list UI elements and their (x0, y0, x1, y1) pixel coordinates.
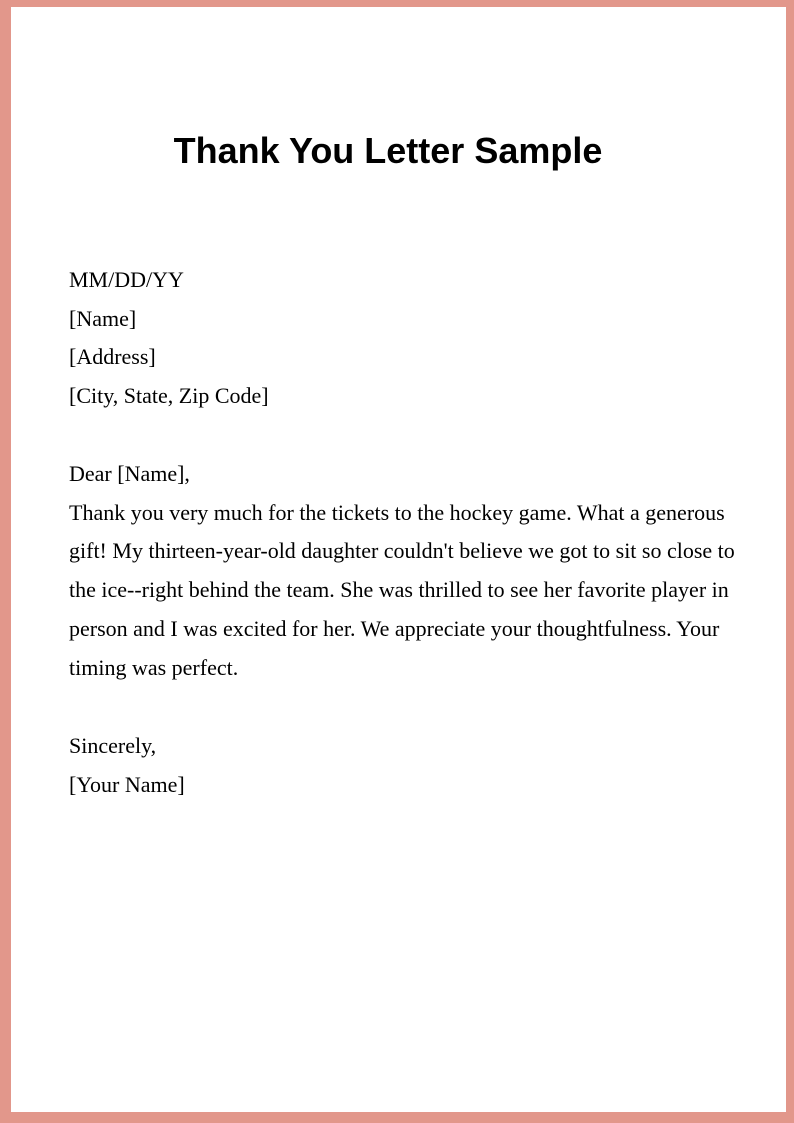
letter-body-paragraph: Thank you very much for the tickets to the hockey game. What a generous gift! My thirteen-year-old daughter couldn't believe we got to sit so close to the ice--right behind the team. She was thrilled to see her favorite player in person and I was excited for her. We appreciate your thoughtfulness. Your timing was perfect. (69, 499, 735, 680)
recipient-address-line: [Address] (69, 344, 156, 370)
signature-line: [Your Name] (69, 771, 185, 797)
recipient-name-line: [Name] (69, 305, 137, 331)
recipient-city-line: [City, State, Zip Code] (69, 383, 269, 409)
closing-block (69, 727, 739, 804)
valediction-line: Sincerely, (69, 733, 157, 758)
recipient-address-block (69, 261, 739, 416)
page-title: Thank You Letter Sample (173, 130, 603, 171)
salutation-line: Dear [Name], (69, 461, 190, 486)
letter-body-block (69, 455, 739, 687)
date-line: MM/DD/YY (69, 267, 184, 292)
